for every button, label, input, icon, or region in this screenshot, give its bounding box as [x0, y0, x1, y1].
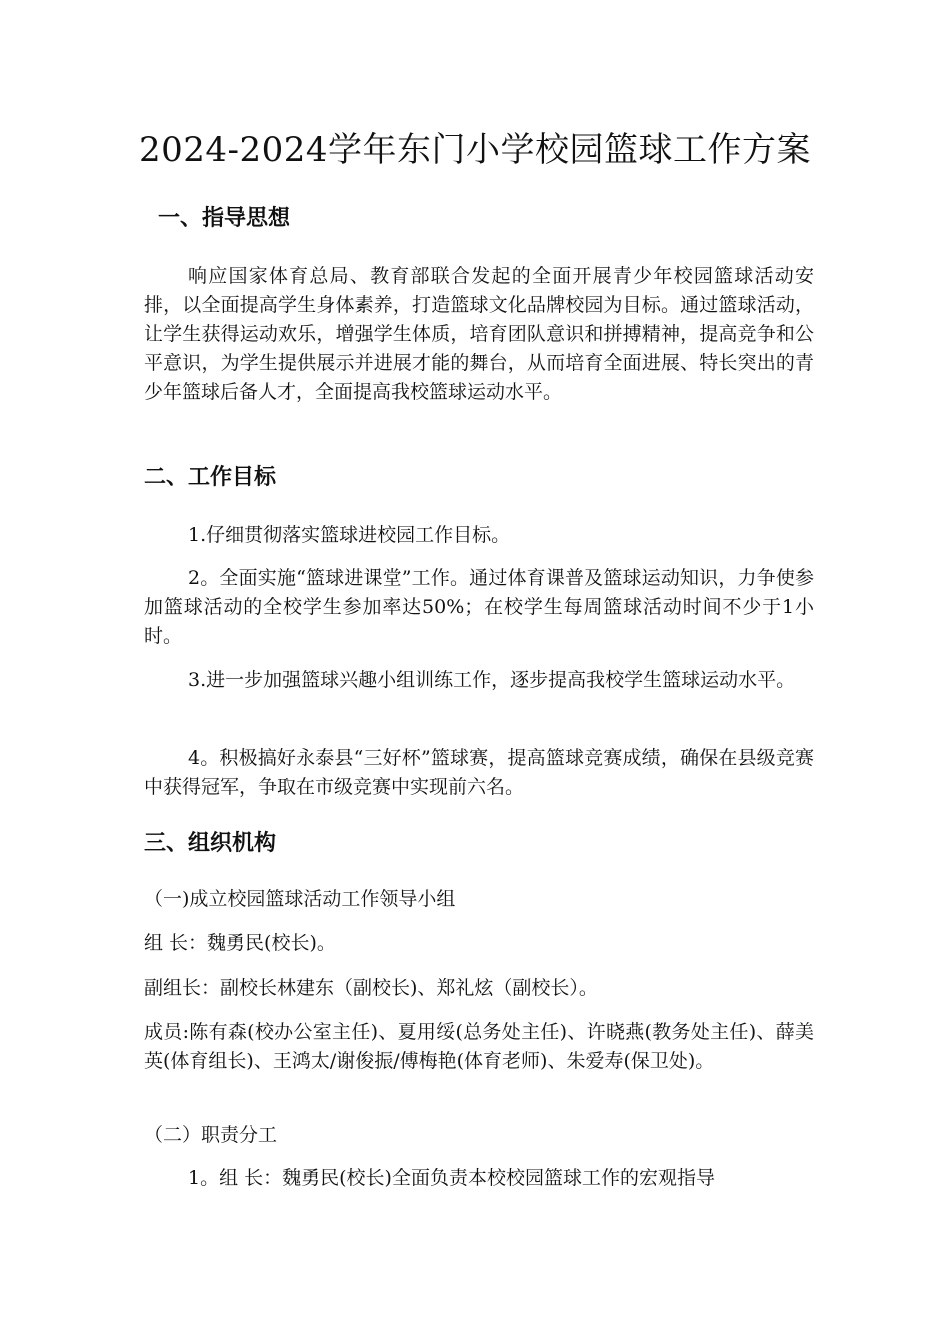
subsection-leading-group: （一)成立校园篮球活动工作领导小组 [144, 888, 456, 910]
section-heading-work-goals: 二、工作目标 [144, 465, 277, 490]
goal-item-4: 4。积极搞好永泰县“三好杯”篮球赛，提高篮球竞赛成绩，确保在县级竞赛中获得冠军，争取在市级竞赛中实现前六名。 [144, 747, 814, 798]
goal-item-3: 3.进一步加强篮球兴趣小组训练工作，逐步提高我校学生篮球运动水平。 [188, 669, 796, 691]
subsection-duties: （二）职责分工 [144, 1124, 278, 1146]
document-title: 2024-2024学年东门小学校园篮球工作方案 [138, 130, 812, 170]
section-heading-guiding-thought: 一、指导思想 [158, 206, 291, 231]
deputy-leader-line: 副组长：副校长林建东（副校长)、郑礼炫（副校长）。 [144, 977, 598, 999]
group-leader-line: 组 长：魏勇民(校长)。 [144, 932, 336, 954]
paragraph-guiding-thought: 响应国家体育总局、教育部联合发起的全面开展青少年校园篮球活动安排，以全面提高学生身体素养，打造篮球文化品牌校园为目标。通过篮球活动，让学生获得运动欢乐，增强学生体质，培育团队意识和拼搏精神，提高竞争和公平意识，为学生提供展示并进展才能的舞台，从而培育全面进展、特长突出的青少年篮球后备人才，全面提高我校篮球运动水平。 [144, 265, 814, 403]
duty-item-1: 1。组 长：魏勇民(校长)全面负责本校校园篮球工作的宏观指导 [188, 1167, 715, 1189]
members-line: 成员:陈有森(校办公室主任)、夏用绥(总务处主任)、许晓燕(教务处主任)、薛美英(体育组长)、王鸿太/谢俊振/傅梅艳(体育老师)、朱爱寿(保卫处)。 [144, 1021, 814, 1072]
goal-item-2: 2。全面实施“篮球进课堂”工作。通过体育课普及篮球运动知识，力争使参加篮球活动的全校学生参加率达50%；在校学生每周篮球活动时间不少于1小时。 [144, 567, 814, 647]
goal-item-1: 1.仔细贯彻落实篮球进校园工作目标。 [188, 524, 511, 546]
section-heading-organization: 三、组织机构 [144, 831, 277, 856]
